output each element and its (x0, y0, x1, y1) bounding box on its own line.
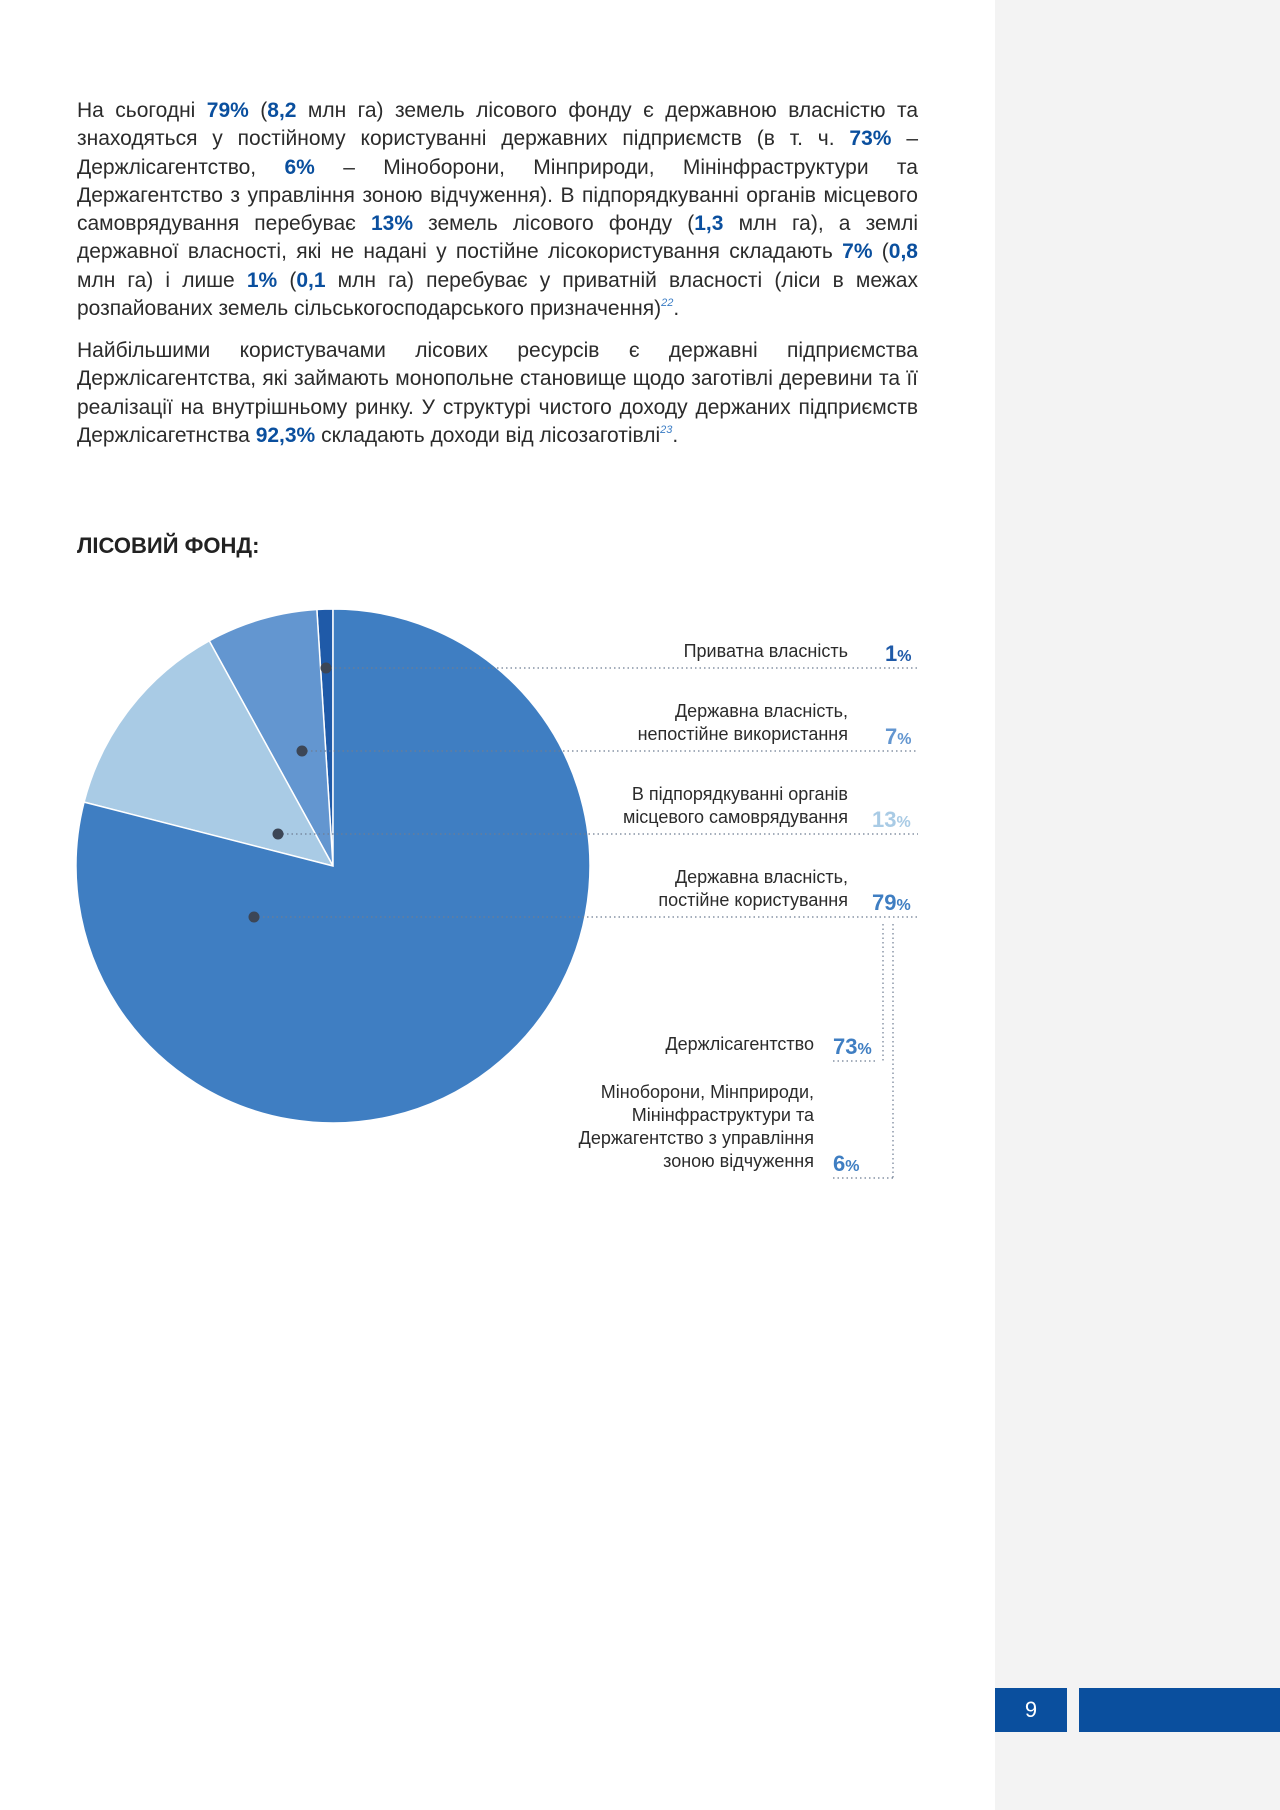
value-1: 1% (246, 268, 278, 292)
pct-s7: 7% (885, 724, 912, 749)
label-b6: Міноборони, Мінприроди, Мінінфраструктури та Держагентство з управління зоною відчуження (578, 1082, 814, 1171)
value-92-3: 92,3% (255, 423, 316, 447)
label-s13: В підпорядкуванні органів місцевого самоврядування (622, 784, 848, 827)
value-73: 73% (849, 127, 892, 151)
value-0-1: 0,1 (296, 268, 326, 292)
value-0-8: 0,8 (888, 240, 918, 264)
label-s1: Приватна власність (683, 641, 848, 661)
value-1-3: 1,3 (694, 212, 724, 236)
pct-b73: 73% (833, 1034, 872, 1059)
pct-s1: 1% (885, 641, 912, 666)
pct-s13: 13% (872, 807, 911, 832)
footnote-23[interactable]: 23 (660, 423, 673, 436)
leader-dot-s1 (321, 663, 332, 674)
leader-dot-s7 (297, 746, 308, 757)
pct-s79: 79% (872, 890, 911, 915)
paragraph-1: На сьогодні 79% (8,2 млн га) земель лісового фонду є державною власністю та знаходяться у постійному користуванні державних підприємств (в т. ч. 73% – Держлісагентство, 6% – Міноборони, Мінприроди, Мінінфраструктури та Держагентство з управління зоною відчуження). В підпорядкуванні органів місцевого самоврядування перебуває 13% земель лісового фонду (1,3 млн га), а землі державної власності, які не надані у постійне лісокористування складають 7% (0,8 млн га) і лише 1% (0,1 млн га) перебуває у приватній власності (ліси в межах розпайованих земель сільськогосподарського призначення)$^{22}$. (77, 99, 919, 321)
leader-dot-s79 (249, 912, 260, 923)
footnote-22[interactable]: 22 (661, 297, 674, 310)
page-bar (1079, 1688, 1280, 1732)
label-b73: Держлісагентство (665, 1034, 814, 1054)
value-8-2: 8,2 (267, 99, 297, 122)
label-s7: Державна власність, непостійне використання (637, 701, 848, 744)
value-79: 79% (206, 99, 249, 122)
value-7: 7% (842, 240, 873, 264)
pct-b6: 6% (833, 1151, 860, 1176)
page-number: 9 (995, 1688, 1067, 1732)
paragraph-2: Найбільшими користувачами лісових ресурсів є державні підприємства Держлісагентства, які займають монопольне становище щодо заготівлі деревини та її реалізації на внутрішньому ринку. У структурі чистого доходу держаних підприємств Держлісагетнства 92,3% складають доходи від лісозаготівлі$^{23}$. (77, 339, 918, 447)
leader-dot-s13 (273, 829, 284, 840)
chart-title: ЛІСОВИЙ ФОНД: (77, 533, 260, 558)
value-6: 6% (284, 155, 315, 179)
label-s79: Державна власність, постійне користування (658, 867, 848, 910)
value-13: 13% (370, 212, 413, 236)
